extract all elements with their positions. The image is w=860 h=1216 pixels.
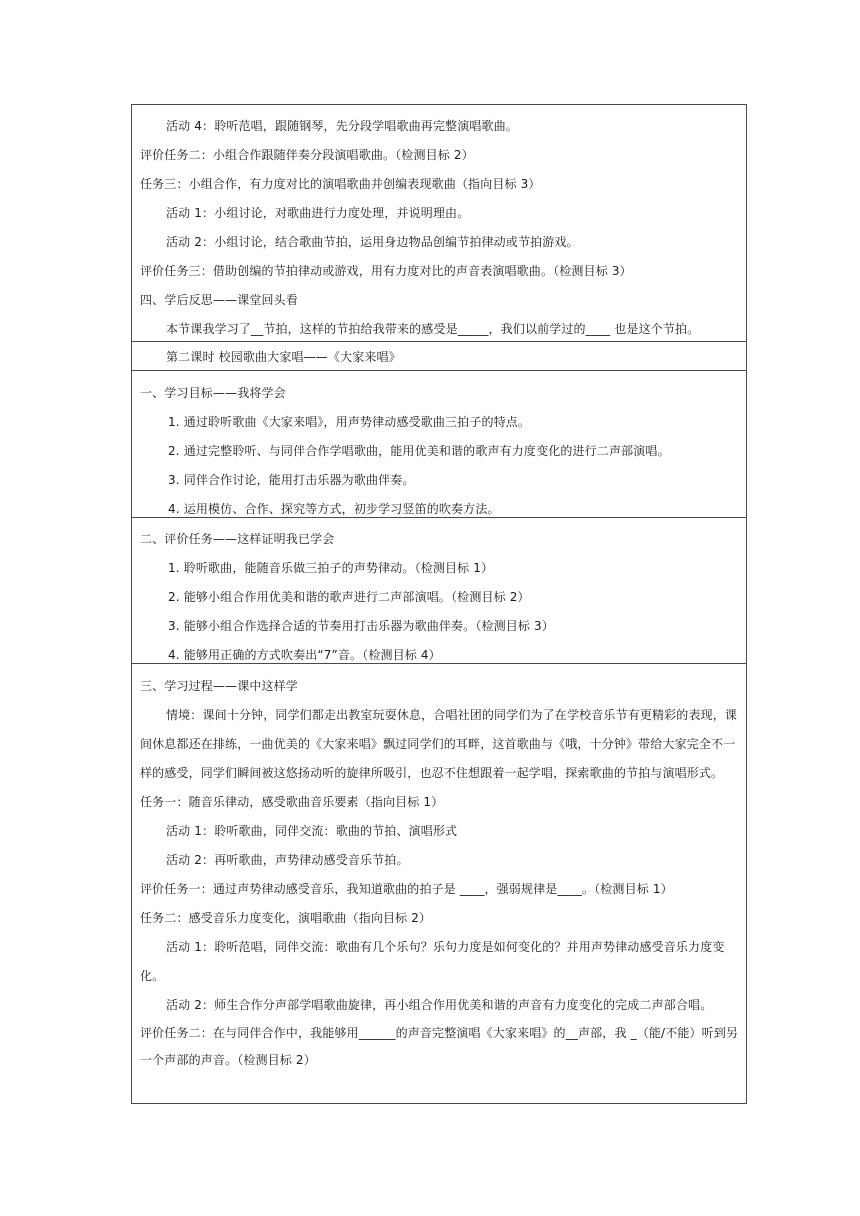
lesson-title: 第二课时 校园歌曲大家唱——《大家来唱》	[166, 350, 401, 364]
task2-activity-2: 活动 2：师生合作分声部学唱歌曲旋律，再小组合作用优美和谐的声音有力度变化的完成二声部合唱。	[166, 998, 713, 1012]
evaluation-task-1-line: 评价任务一：通过声势律动感受音乐，我知道歌曲的拍子是 ____，强弱规律是____。（检测目标 1）	[140, 882, 673, 896]
continuation-section	[131, 104, 747, 341]
goal-item: 1. 通过聆听歌曲《大家来唱》，用声势律动感受歌曲三拍子的特点。	[168, 415, 531, 429]
task-3-line: 任务三：小组合作，有力度对比的演唱歌曲并创编表现歌曲（指向目标 3）	[140, 177, 541, 191]
reflection-text: 本节课我学习了__节拍，这样的节拍给我带来的感受是_____，我们以前学过的____ 也是这个节拍。	[166, 322, 700, 336]
task1-activity-2: 活动 2：再听歌曲，声势律动感受音乐节拍。	[166, 853, 409, 867]
task2-activity-1: 活动 1：聆听范唱，同伴交流：歌曲有几个乐句？乐句力度是如何变化的？并用声势律动感受音乐力度变化。	[140, 940, 725, 983]
goal-item: 4. 运用模仿、合作、探究等方式，初步学习竖笛的吹奏方法。	[168, 502, 500, 516]
task3-activity-1-line: 活动 1：小组讨论，对歌曲进行力度处理，并说明理由。	[166, 206, 470, 220]
goals-heading: 一、学习目标——我将学会	[140, 386, 286, 400]
goal-item: 3. 同伴合作讨论，能用打击乐器为歌曲伴奏。	[168, 473, 415, 487]
evaluation-task-3-line: 评价任务三：借助创编的节拍律动或游戏，用有力度对比的声音表演唱歌曲。（检测目标 3）	[140, 264, 632, 278]
evaluation-tasks-section	[131, 517, 747, 663]
task-item: 3. 能够小组合作选择合适的节奏用打击乐器为歌曲伴奏。（检测目标 3）	[168, 619, 554, 633]
learning-goals-section	[131, 370, 747, 517]
tasks-heading: 二、评价任务——这样证明我已学会	[140, 532, 335, 546]
task-1-line: 任务一：随音乐律动，感受歌曲音乐要素（指向目标 1）	[140, 795, 444, 809]
goal-item: 2. 通过完整聆听、与同伴合作学唱歌曲，能用优美和谐的歌声有力度变化的进行二声部演唱。	[168, 444, 670, 458]
evaluation-task-2-process: 评价任务二：在与同伴合作中，我能够用______的声音完整演唱《大家来唱》的__声部，我 _（能/不能）听到另一个声部的声音。（检测目标 2）	[140, 1026, 739, 1067]
task-item: 4. 能够用正确的方式吹奏出“7”音。（检测目标 4）	[168, 648, 441, 662]
learning-process-section	[131, 663, 747, 1104]
activity-4-line: 活动 4：聆听范唱，跟随钢琴，先分段学唱歌曲再完整演唱歌曲。	[166, 119, 518, 133]
lesson-title-box	[131, 341, 747, 370]
task1-activity-1: 活动 1：聆听歌曲，同伴交流：歌曲的节拍、演唱形式	[166, 824, 458, 838]
evaluation-task-2-line: 评价任务二：小组合作跟随伴奏分段演唱歌曲。（检测目标 2）	[140, 148, 474, 162]
process-heading: 三、学习过程——课中这样学	[140, 679, 298, 693]
task-item: 1. 聆听歌曲，能随音乐做三拍子的声势律动。（检测目标 1）	[168, 561, 494, 575]
task-item: 2. 能够小组合作用优美和谐的歌声进行二声部演唱。（检测目标 2）	[168, 590, 530, 604]
task-2-line: 任务二：感受音乐力度变化，演唱歌曲（指向目标 2）	[140, 911, 432, 925]
task3-activity-2-line: 活动 2：小组讨论，结合歌曲节拍，运用身边物品创编节拍律动或节拍游戏。	[166, 235, 579, 249]
reflection-heading: 四、学后反思——课堂回头看	[140, 293, 298, 307]
scenario-paragraph: 情境：课间十分钟，同学们都走出教室玩耍休息，合唱社团的同学们为了在学校音乐节有更精彩的表现，课间休息都还在排练，一曲优美的《大家来唱》飘过同学们的耳畔，这首歌曲与《哦，十分钟》带给大家完全不一样的感受，同学们瞬间被这悠扬动听的旋律所吸引，也忍不住想跟着一起学唱，探索歌曲的节拍与演唱形式。	[140, 708, 738, 780]
